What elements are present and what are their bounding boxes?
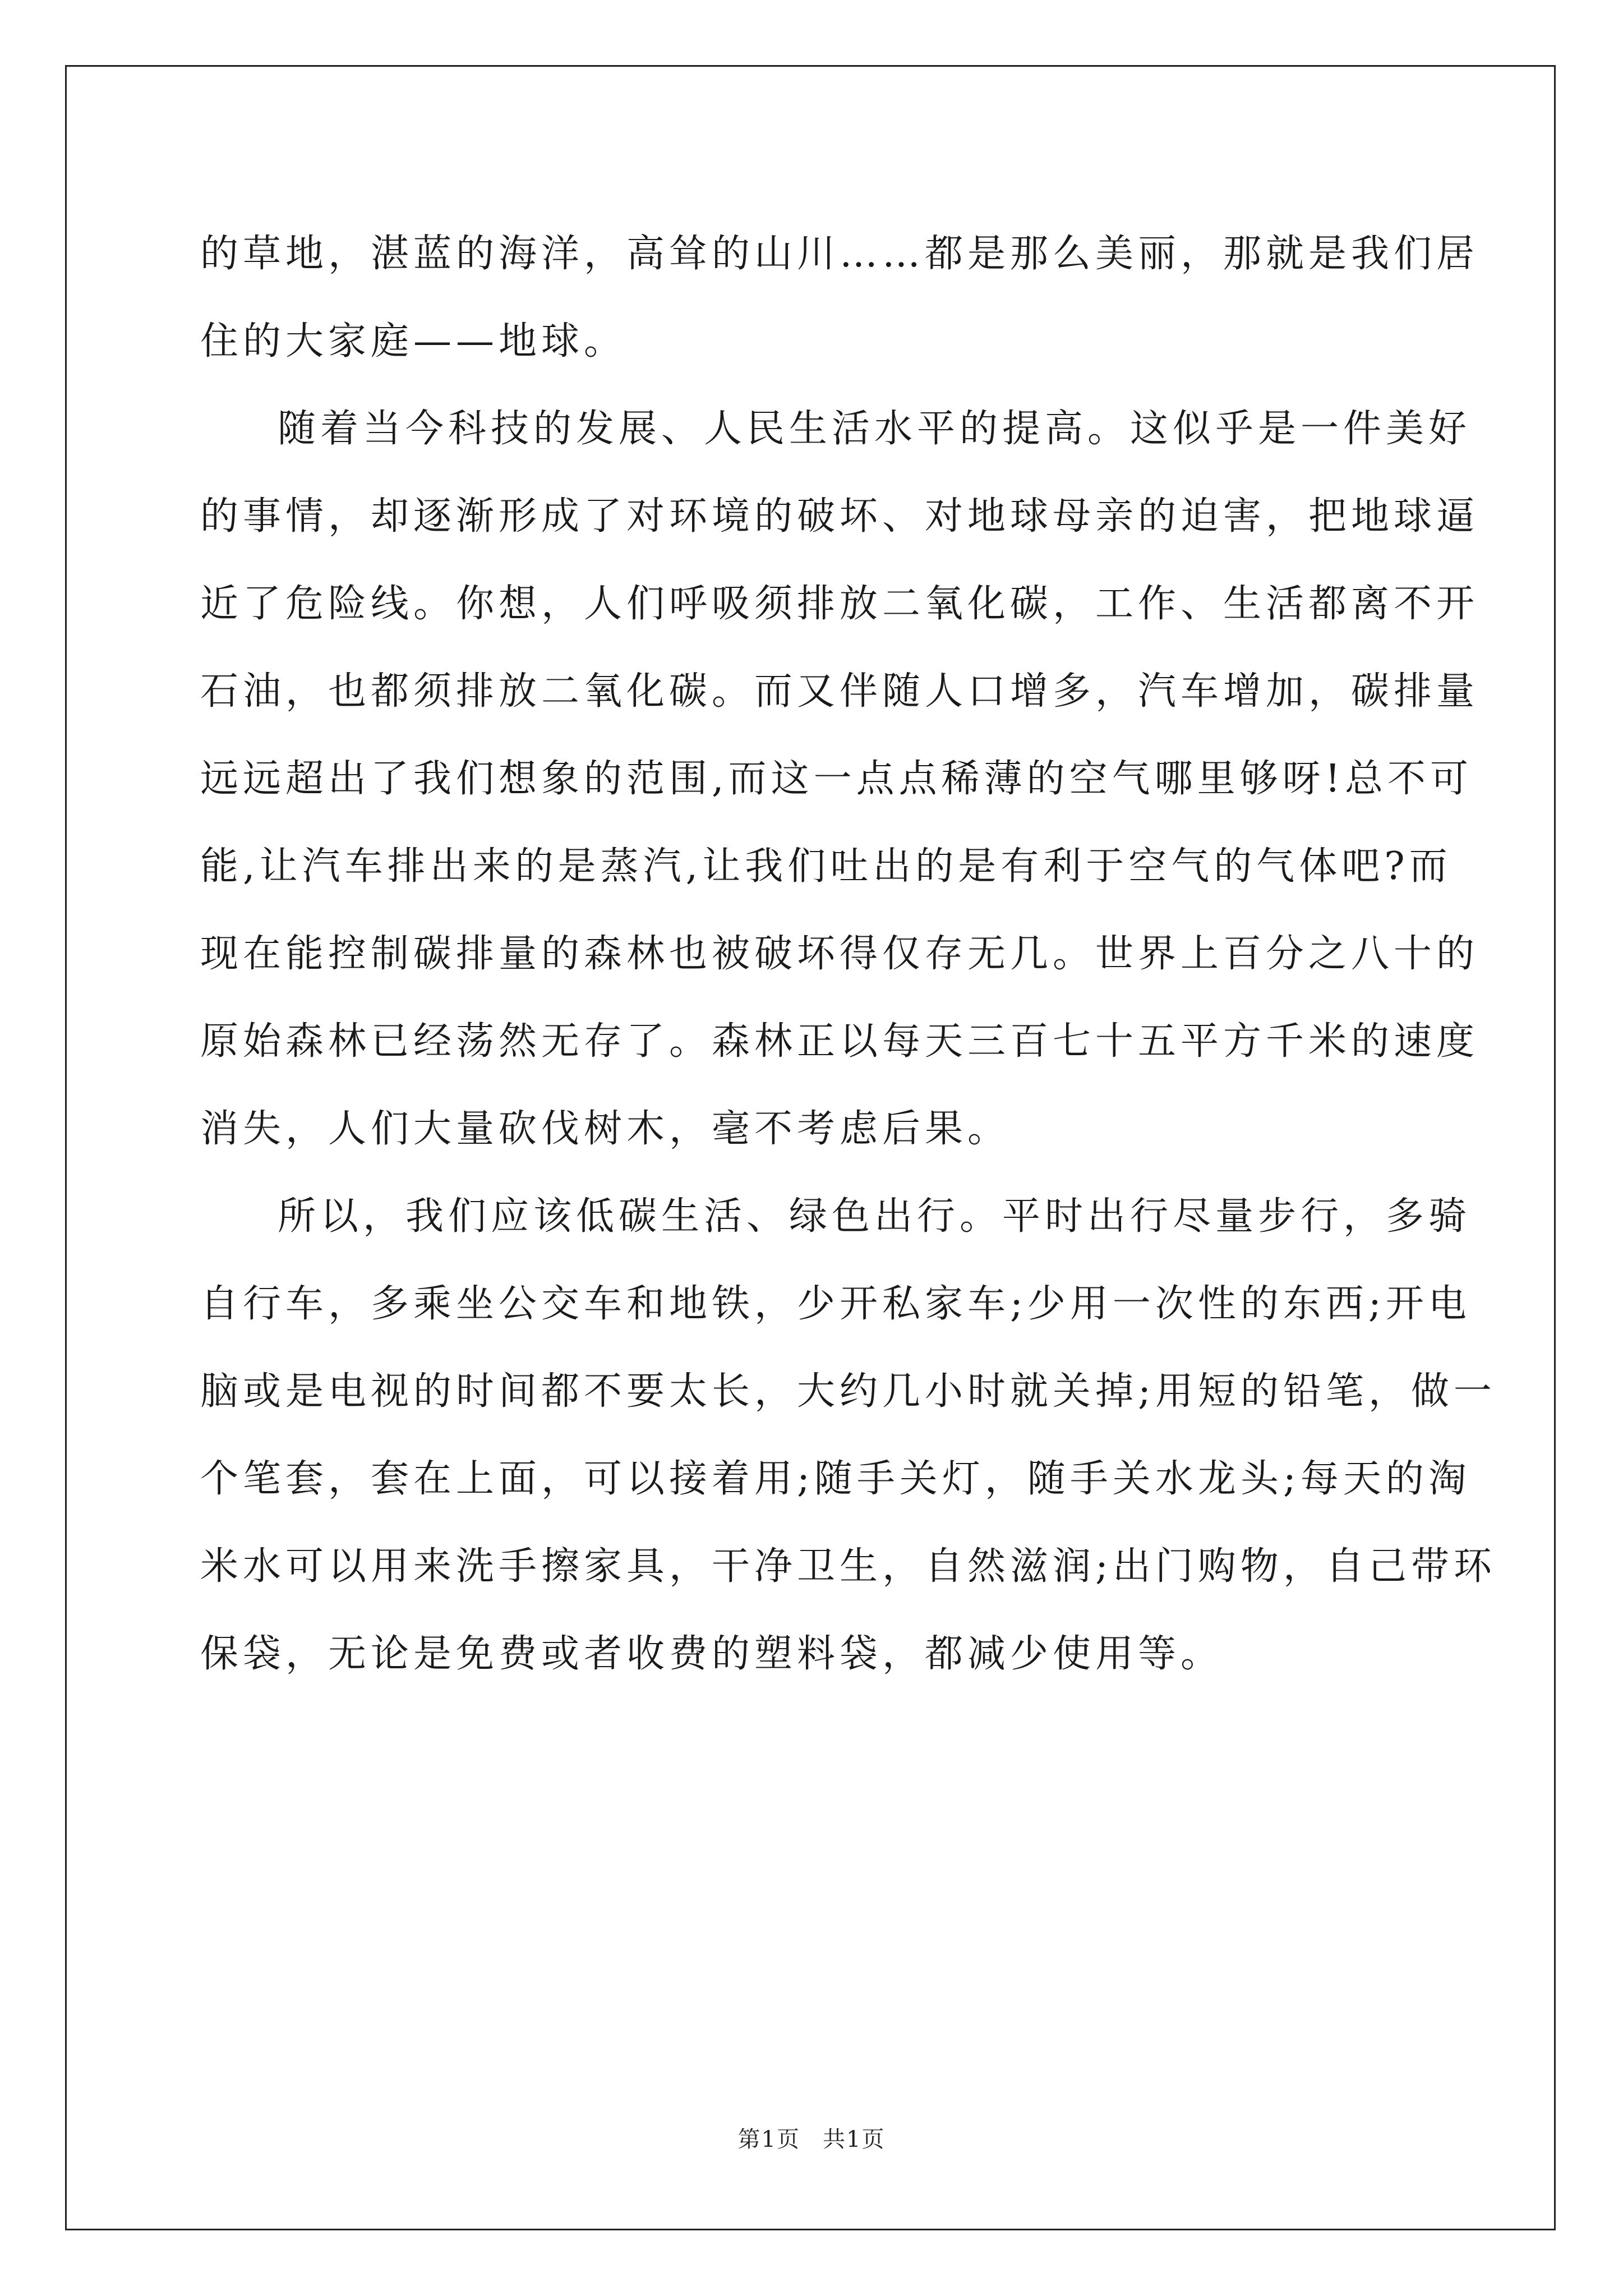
text-line: 原始森林已经荡然无存了。森林正以每天三百七十五平方千米的速度 [200,1019,1479,1064]
text-line: 近了危险线。你想，人们呼吸须排放二氧化碳，工作、生活都离不开 [200,582,1479,626]
text-line: 个笔套，套在上面，可以接着用;随手关灯，随手关水龙头;每天的淘 [200,1457,1471,1501]
text-line: 保袋，无论是免费或者收费的塑料袋，都减少使用等。 [200,1632,1224,1676]
paragraph-3 [200,1173,1496,1698]
text-line: 所以，我们应该低碳生活、绿色出行。平时出行尽量步行，多骑 [278,1194,1472,1239]
text-line: 的事情，却逐渐形成了对环境的破坏、对地球母亲的迫害，把地球逼 [200,494,1479,539]
text-line: 脑或是电视的时间都不要太长，大约几小时就关掉;用短的铅笔，做一 [200,1369,1496,1414]
text-line: 消失，人们大量砍伐树木，毫不考虑后果。 [200,1107,1011,1151]
text-line: 石油，也都须排放二氧化碳。而又伴随人口增多，汽车增加，碳排量 [200,669,1479,714]
text-line: 随着当今科技的发展、人民生活水平的提高。这似乎是一件美好 [278,407,1472,451]
text-line: 的草地，湛蓝的海洋，高耸的山川……都是那么美丽，那就是我们居 [200,232,1479,276]
paragraph-1 [200,210,1479,385]
page-total: 共1页 [823,2127,886,2152]
document-body [200,210,1496,1698]
text-line: 自行车，多乘坐公交车和地铁，少开私家车;少用一次性的东西;开电 [200,1282,1471,1326]
text-line: 能,让汽车排出来的是蒸汽,让我们吐出的是有利于空气的气体吧?而 [200,844,1452,889]
text-line: 远远超出了我们想象的范围,而这一点点稀薄的空气哪里够呀!总不可 [200,757,1473,801]
paragraph-2 [200,385,1479,1173]
page-number: 第1页 [737,2127,800,2152]
text-line: 米水可以用来洗手擦家具，干净卫生，自然滋润;出门购物，自己带环 [200,1544,1496,1589]
text-line: 住的大家庭——地球。 [200,319,627,364]
text-line: 现在能控制碳排量的森林也被破坏得仅存无几。世界上百分之八十的 [200,932,1479,976]
page-footer [0,2122,1623,2154]
